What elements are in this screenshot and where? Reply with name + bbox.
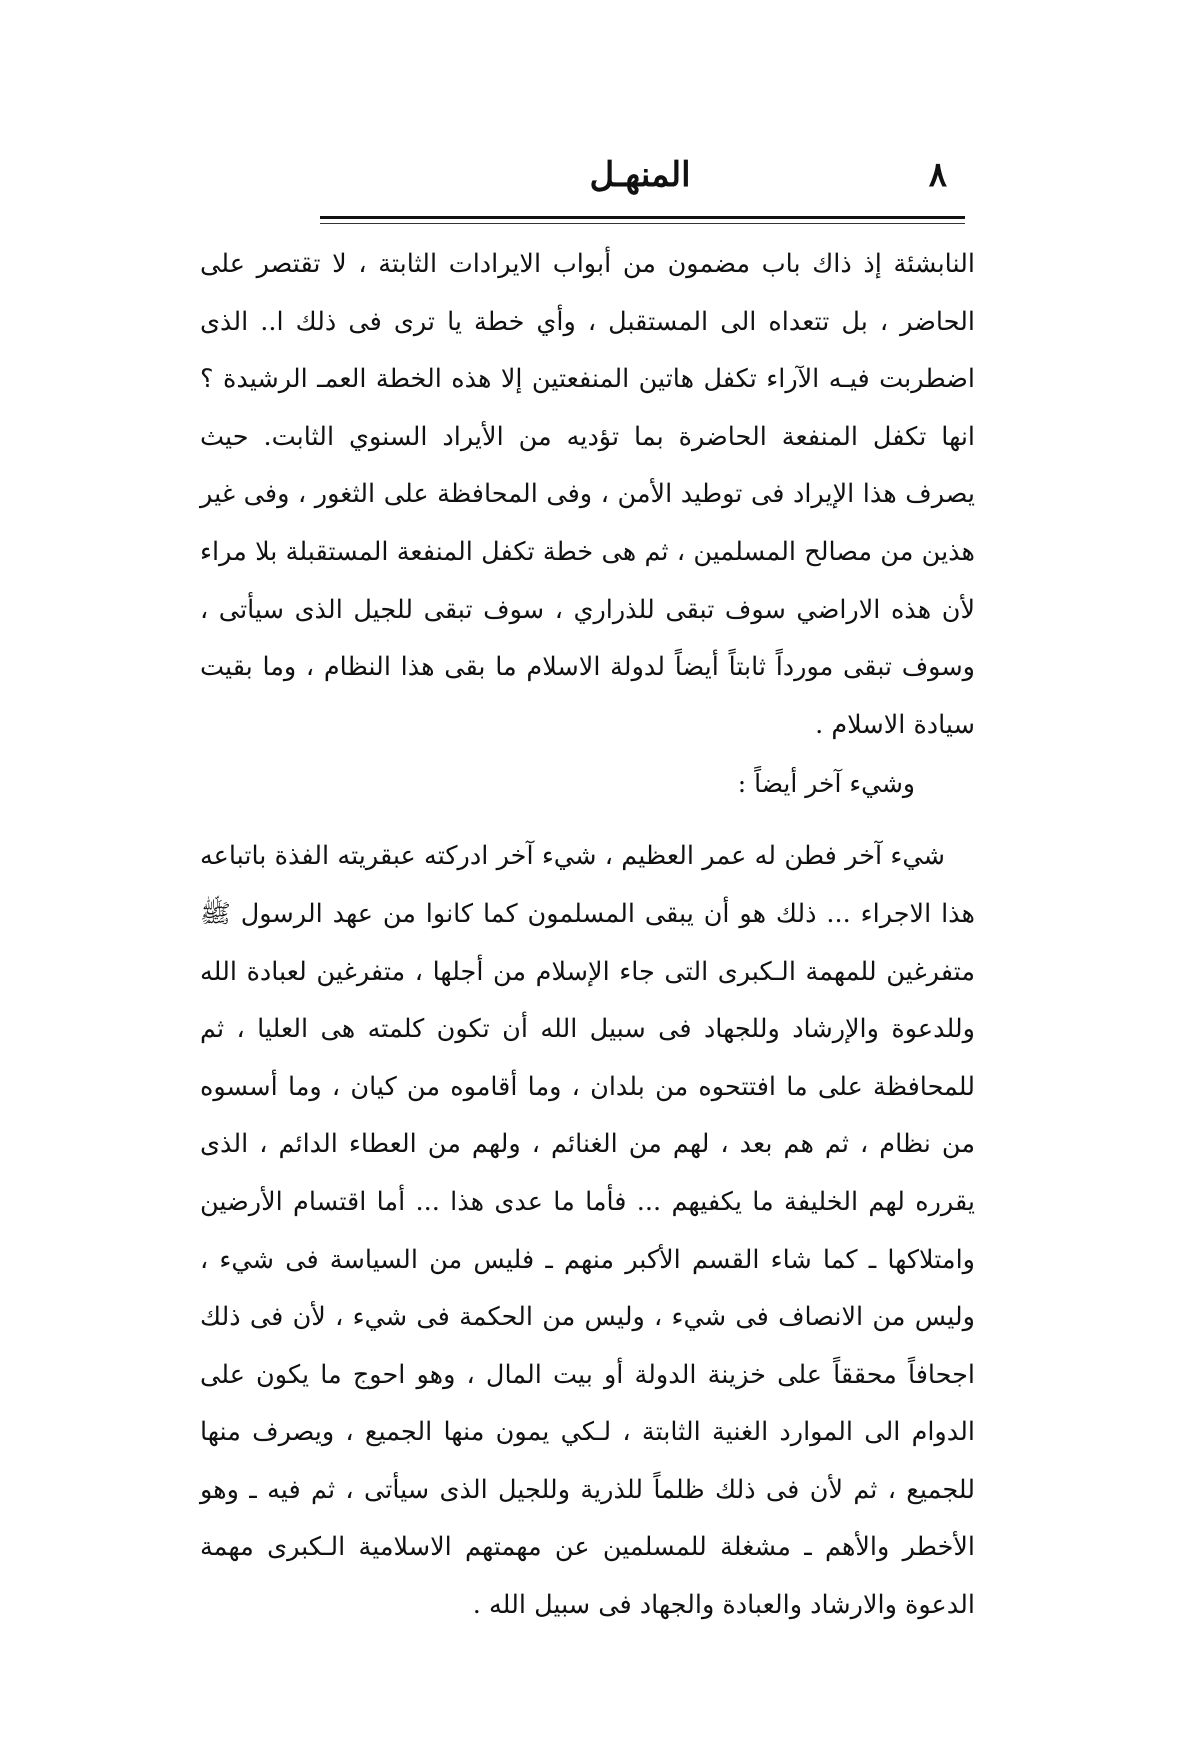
page-number: ٨: [928, 155, 947, 195]
paragraph-1: النابشئة إذ ذاك باب مضمون من أبواب الايرادات الثابتة ، لا تقتصر على الحاضر ، بل تتعداه الى المستقبل ، وأي خطة يا ترى فى ذلك ا.. الذى اضطربت فيـه الآراء تكفل هاتين المنفعتين إلا هذه الخطة العمـ الرشيدة ؟ انها تكفل المنفعة الحاضرة بما تؤديه من الأيراد السنوي الثابت. حيث يصرف هذا الإيراد فى توطيد الأمن ، وفى المحافظة على الثغور ، وفى غير هذين من مصالح المسلمين ، ثم هى خطة تكفل المنفعة المستقبلة بلا مراء لأن هذه الاراضي سوف تبقى للذراري ، سوف تبقى للجيل الذى سيأتى ، وسوف تبقى مورداً ثابتاً أيضاً لدولة الاسلام ما بقى هذا النظام ، وما بقيت سيادة الاسلام .: [200, 249, 975, 740]
header-rule-thin: [320, 223, 965, 224]
paragraph-2: شيء آخر فطن له عمر العظيم ، شيء آخر ادركته عبقريته الفذة باتباعه هذا الاجراء ... ذلك هو أن يبقى المسلمون كما كانوا من عهد الرسول ﷺ متفرغين للمهمة الـكبرى التى جاء الإسلام من أجلها ، متفرغين لعبادة الله وللدعوة والإرشاد وللجهاد فى سبيل الله أن تكون كلمته هى العليا ، ثم للمحافظة على ما افتتحوه من بلدان ، وما أقاموه من كيان ، وما أسسوه من نظام ، ثم هم بعد ، لهم من الغنائم ، ولهم من العطاء الدائم ، الذى يقرره لهم الخليفة ما يكفيهم ... فأما ما عدى هذا ... أما اقتسام الأرضين وامتلاكها ـ كما شاء القسم الأكبر منهم ـ فليس من السياسة فى شيء ، وليس من الانصاف فى شيء ، وليس من الحكمة فى شيء ، لأن فى ذلك اجحافاً محققاً على خزينة الدولة أو بيت المال ، وهو احوج ما يكون على الدوام الى الموارد الغنية الثابتة ، لـكي يمون منها الجميع ، ويصرف منها للجميع ، ثم لأن فى ذلك ظلماً للذرية وللجيل الذى سيأتى ، ثم فيه ـ وهو الأخطر والأهم ـ مشغلة للمسلمين عن مهمتهم الاسلامية الـكبرى مهمة الدعوة والارشاد والعبادة والجهاد فى سبيل الله .: [200, 841, 975, 1621]
journal-title: المنهـل: [589, 155, 691, 195]
subheading: وشيء آخر أيضاً :: [737, 769, 915, 799]
header-rule: [320, 216, 965, 219]
page-header: [320, 150, 965, 210]
article-body: [200, 236, 975, 1635]
